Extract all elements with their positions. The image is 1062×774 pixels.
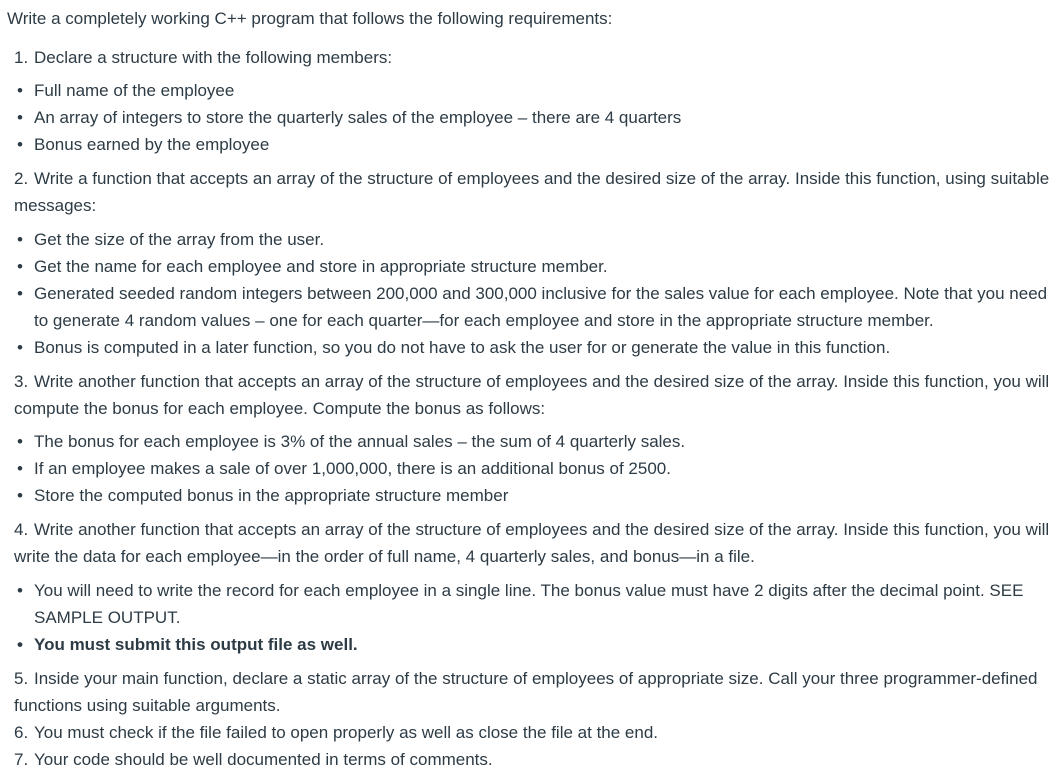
bullet-item xyxy=(17,77,1055,104)
bullet-dot: • xyxy=(17,108,23,127)
bullet-item xyxy=(17,253,1055,280)
bullet-dot: • xyxy=(17,338,23,357)
requirement-number: 6. xyxy=(14,723,29,742)
requirement-number: 3. xyxy=(14,372,29,391)
requirement-6 xyxy=(14,719,1054,746)
bullet-text: Bonus is computed in a later function, so you do not have to ask the user for or generate the value in this function. xyxy=(34,338,891,357)
bullet-dot: • xyxy=(17,486,23,505)
requirement-3 xyxy=(14,368,1054,422)
intro-text: Write a completely working C++ program that follows the following requirements: xyxy=(7,9,613,28)
bullet-dot: • xyxy=(17,635,23,654)
bullet-item xyxy=(17,334,1055,361)
bullet-text: If an employee makes a sale of over 1,000,000, there is an additional bonus of 2500. xyxy=(34,459,671,478)
requirement-number: 4. xyxy=(14,520,29,539)
bullet-item xyxy=(17,226,1055,253)
requirement-number: 2. xyxy=(14,169,29,188)
bullet-text: Full name of the employee xyxy=(34,81,235,100)
bullet-text: You will need to write the record for each employee in a single line. The bonus value must have 2 digits after the decimal point. SEE SAMPLE OUTPUT. xyxy=(34,581,1024,627)
bullet-text: Get the size of the array from the user. xyxy=(34,230,325,249)
requirement-text: You must check if the file failed to open properly as well as close the file at the end. xyxy=(34,723,659,742)
bullet-dot: • xyxy=(17,230,23,249)
requirement-1 xyxy=(14,44,1054,71)
requirement-text: Write another function that accepts an array of the structure of employees and the desired size of the array. Inside this function, you will write the data for each employee—in the order of full name, 4 quarterly sales, and bonus—in a file. xyxy=(14,520,1050,566)
bullet-dot: • xyxy=(17,135,23,154)
bullet-item xyxy=(17,455,1055,482)
bullet-text: You must submit this output file as well. xyxy=(34,635,358,654)
requirement-text: Write another function that accepts an array of the structure of employees and the desired size of the array. Inside this function, you will compute the bonus for each employee. Compute the bonus as follows: xyxy=(14,372,1050,418)
requirement-4 xyxy=(14,516,1054,570)
bullet-dot: • xyxy=(17,432,23,451)
bullet-text: Bonus earned by the employee xyxy=(34,135,270,154)
bullet-item xyxy=(17,482,1055,509)
requirement-7 xyxy=(14,746,1054,773)
bullet-item xyxy=(17,428,1055,455)
bullet-text: Generated seeded random integers between 200,000 and 300,000 inclusive for the sales value for each employee. Note that you need to generate 4 random values – one for each quarter—for each employee and store in the appropriate structure member. xyxy=(34,284,1048,330)
bullet-item xyxy=(17,280,1055,334)
bullet-item xyxy=(17,577,1055,631)
requirement-number: 5. xyxy=(14,669,29,688)
requirement-text: Inside your main function, declare a static array of the structure of employees of appropriate size. Call your three programmer-defined functions using suitable arguments. xyxy=(14,669,1038,715)
requirement-number: 7. xyxy=(14,750,29,769)
requirement-2 xyxy=(14,165,1054,219)
requirement-text: Write a function that accepts an array of the structure of employees and the desired size of the array. Inside this function, using suitable messages: xyxy=(14,169,1050,215)
requirement-text: Your code should be well documented in terms of comments. xyxy=(34,750,493,769)
bullet-text: The bonus for each employee is 3% of the annual sales – the sum of 4 quarterly sales. xyxy=(34,432,686,451)
bullet-item xyxy=(17,631,1055,658)
bullet-dot: • xyxy=(17,81,23,100)
bullet-text: Get the name for each employee and store in appropriate structure member. xyxy=(34,257,608,276)
bullet-text: An array of integers to store the quarterly sales of the employee – there are 4 quarters xyxy=(34,108,682,127)
bullet-dot: • xyxy=(17,284,23,303)
bullet-text: Store the computed bonus in the appropriate structure member xyxy=(34,486,509,505)
requirement-5 xyxy=(14,665,1054,719)
bullet-dot: • xyxy=(17,257,23,276)
requirement-number: 1. xyxy=(14,48,29,67)
bullet-dot: • xyxy=(17,459,23,478)
bullet-item xyxy=(17,131,1055,158)
bullet-item xyxy=(17,104,1055,131)
bullet-dot: • xyxy=(17,581,23,600)
requirement-text: Declare a structure with the following members: xyxy=(34,48,393,67)
